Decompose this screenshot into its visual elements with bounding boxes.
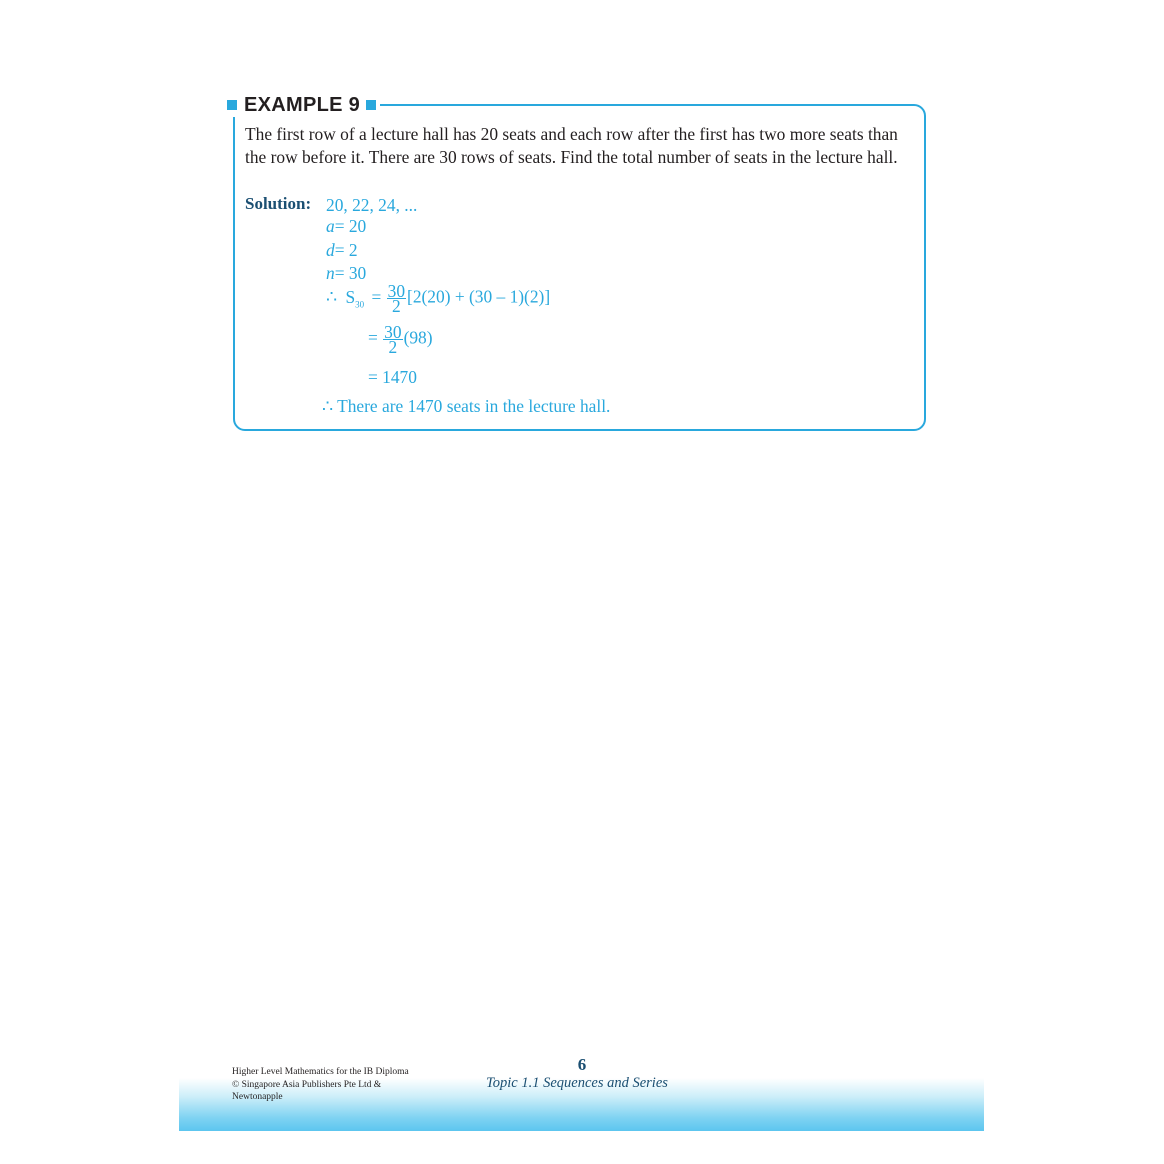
solution-label: Solution: [245,194,312,213]
step2-line [368,322,433,357]
a-value: = 20 [334,216,367,236]
example-header [227,93,380,117]
conclusion-line: ∴ There are 1470 seats in the lecture hall. [322,396,611,416]
square-bullet-icon [227,100,237,110]
a-variable: a [326,216,335,236]
question-line: The first row of a lecture hall has 20 seats and each row after the first has two more seats than [245,124,898,144]
d-variable: d [326,240,335,260]
n-line [326,263,366,284]
fraction-denominator: 2 [388,337,398,357]
formula-bracket: [2(20) + (30 – 1)(2)] [407,286,551,307]
step3-line: = 1470 [368,367,417,387]
fraction [383,322,402,357]
sum-symbol: S [345,286,356,307]
footer-book-line: Newtonapple [232,1092,283,1102]
fraction [387,281,406,316]
d-line [326,240,358,261]
question-line: the row before it. There are 30 rows of seats. Find the total number of seats in the lecture hall. [245,147,898,167]
fraction-numerator: 30 [387,281,406,301]
equals-sign: = [368,327,378,348]
equals-sign: = [371,286,382,307]
sum-formula-line [326,281,551,316]
example-title: EXAMPLE 9 [244,93,361,116]
therefore-symbol: ∴ [326,286,338,307]
page-number: 6 [577,1055,587,1074]
footer-book-info [232,1066,409,1104]
n-value: = 30 [334,263,367,283]
step2-paren: (98) [403,327,433,348]
topic-label: Topic 1.1 Sequences and Series [486,1075,668,1091]
sequence-line: 20, 22, 24, ... [326,195,418,215]
n-variable: n [326,263,335,283]
footer-book-line: © Singapore Asia Publishers Pte Ltd & [232,1079,382,1090]
fraction-denominator: 2 [391,296,401,316]
a-line [326,216,366,237]
question-text [245,123,925,169]
fraction-numerator: 30 [384,322,402,342]
d-value: = 2 [334,240,358,260]
square-bullet-icon [366,100,376,110]
sum-subscript: 30 [355,299,365,310]
footer-book-line: Higher Level Mathematics for the IB Diploma [232,1067,409,1077]
